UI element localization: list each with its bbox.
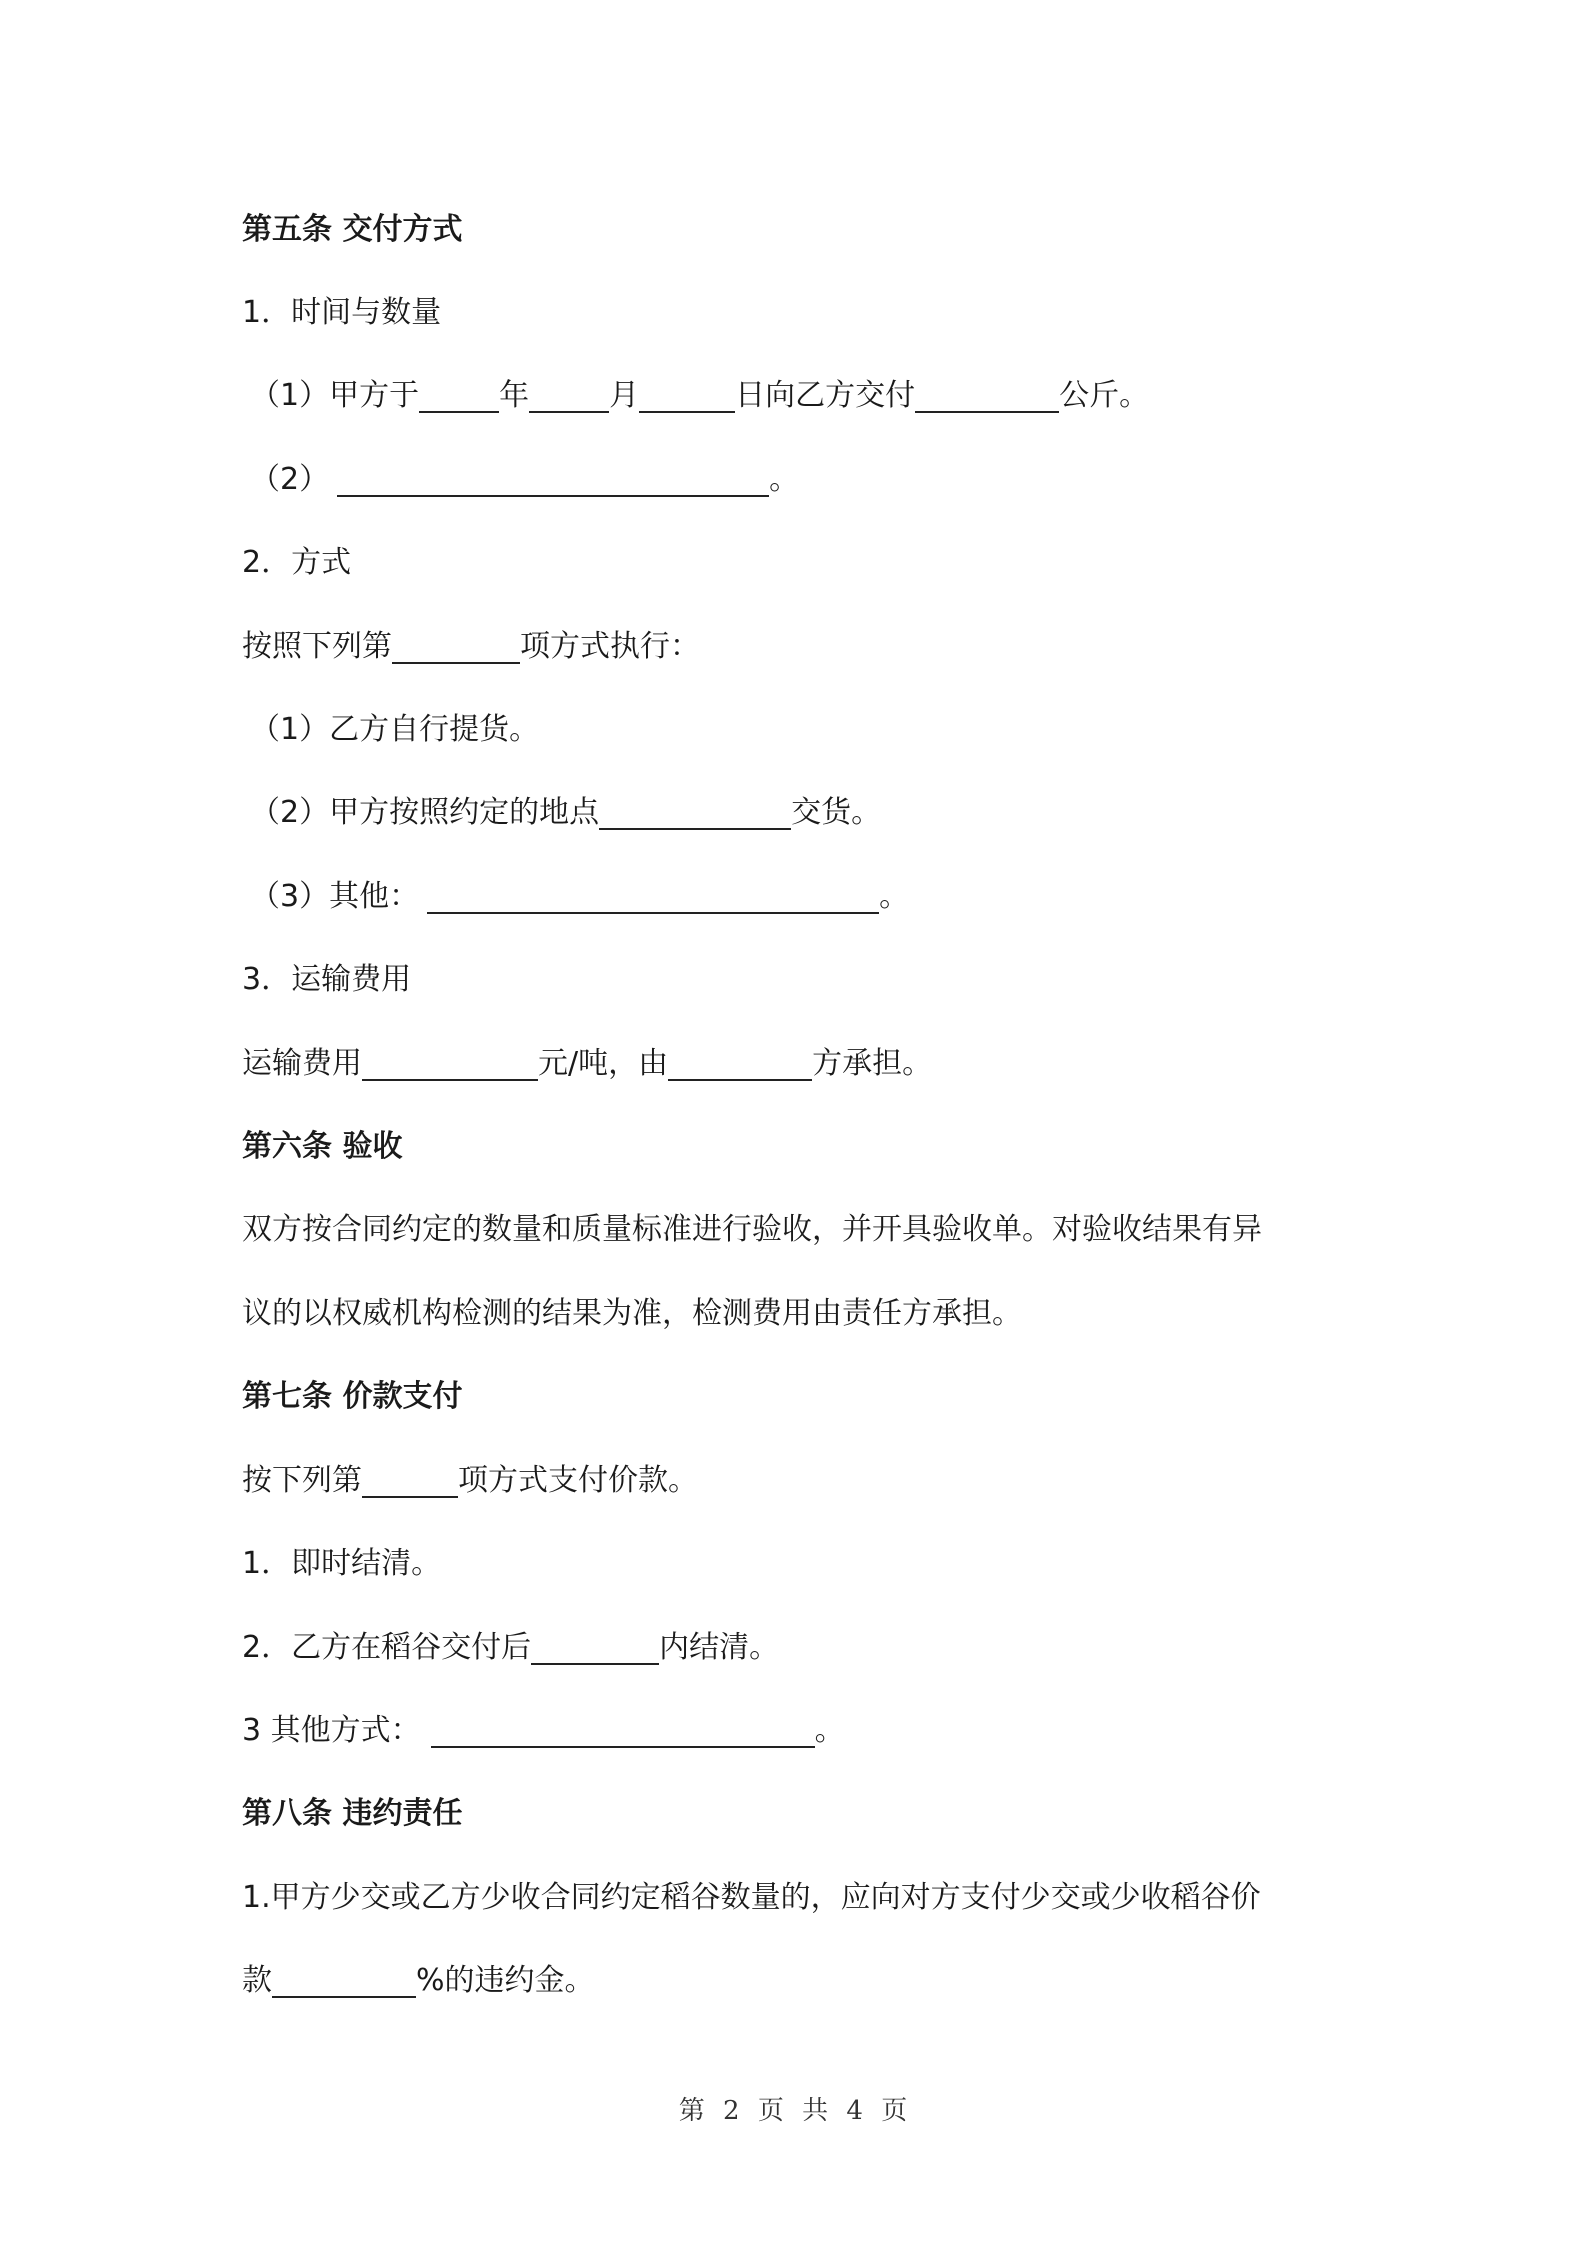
article5-item2-opt3: （3）其他： 。	[250, 879, 910, 914]
blank-other-payment	[431, 1716, 815, 1748]
blank-month	[529, 381, 609, 413]
article7-opt1: 1．即时结清。	[242, 1546, 442, 1581]
article6-title: 第六条 验收	[242, 1129, 403, 1164]
article6-line2: 议的以权威机构检测的结果为准，检测费用由责任方承担。	[242, 1296, 1022, 1331]
article7-intro: 按下列第 项方式支付价款。	[242, 1463, 698, 1498]
article5-item3-title: 3．运输费用	[242, 962, 412, 997]
article5-item1-1: （1）甲方于 年 月 日向乙方交付 公斤。	[250, 378, 1150, 413]
blank-freight-rate	[362, 1049, 538, 1081]
blank-item1-2	[337, 465, 769, 497]
blank-quantity	[915, 381, 1059, 413]
article5-item2-opt1: （1）乙方自行提货。	[250, 712, 540, 747]
blank-other-method	[427, 882, 879, 914]
article5-item3-text: 运输费用 元/吨，由 方承担。	[242, 1046, 933, 1081]
blank-method-number	[392, 632, 520, 664]
blank-freight-party	[668, 1049, 812, 1081]
blank-delivery-location	[599, 798, 791, 830]
article5-item2-title: 2．方式	[242, 545, 352, 580]
article5-item2-intro: 按照下列第 项方式执行：	[242, 629, 700, 664]
article7-title: 第七条 价款支付	[242, 1379, 463, 1414]
article7-opt3: 3 其他方式： 。	[242, 1713, 845, 1748]
article8-line2: 款 %的违约金。	[242, 1963, 595, 1998]
article5-item1-title: 1．时间与数量	[242, 295, 442, 330]
article7-opt2: 2．乙方在稻谷交付后 内结清。	[242, 1630, 780, 1665]
article5-item1-2: （2） 。	[250, 462, 800, 497]
article8-title: 第八条 违约责任	[242, 1796, 463, 1831]
page-number: 第 2 页 共 4 页	[678, 2096, 908, 2126]
article5-title: 第五条 交付方式	[242, 212, 463, 247]
blank-payment-method	[362, 1466, 458, 1498]
page-footer	[0, 2090, 1586, 2127]
blank-year	[419, 381, 499, 413]
blank-penalty-percent	[272, 1966, 416, 1998]
blank-settlement-period	[531, 1633, 659, 1665]
blank-day	[639, 381, 735, 413]
article5-item2-opt2: （2）甲方按照约定的地点 交货。	[250, 795, 882, 830]
article6-line1: 双方按合同约定的数量和质量标准进行验收，并开具验收单。对验收结果有异	[242, 1212, 1262, 1247]
article8-line1: 1.甲方少交或乙方少收合同约定稻谷数量的，应向对方支付少交或少收稻谷价	[242, 1880, 1261, 1915]
